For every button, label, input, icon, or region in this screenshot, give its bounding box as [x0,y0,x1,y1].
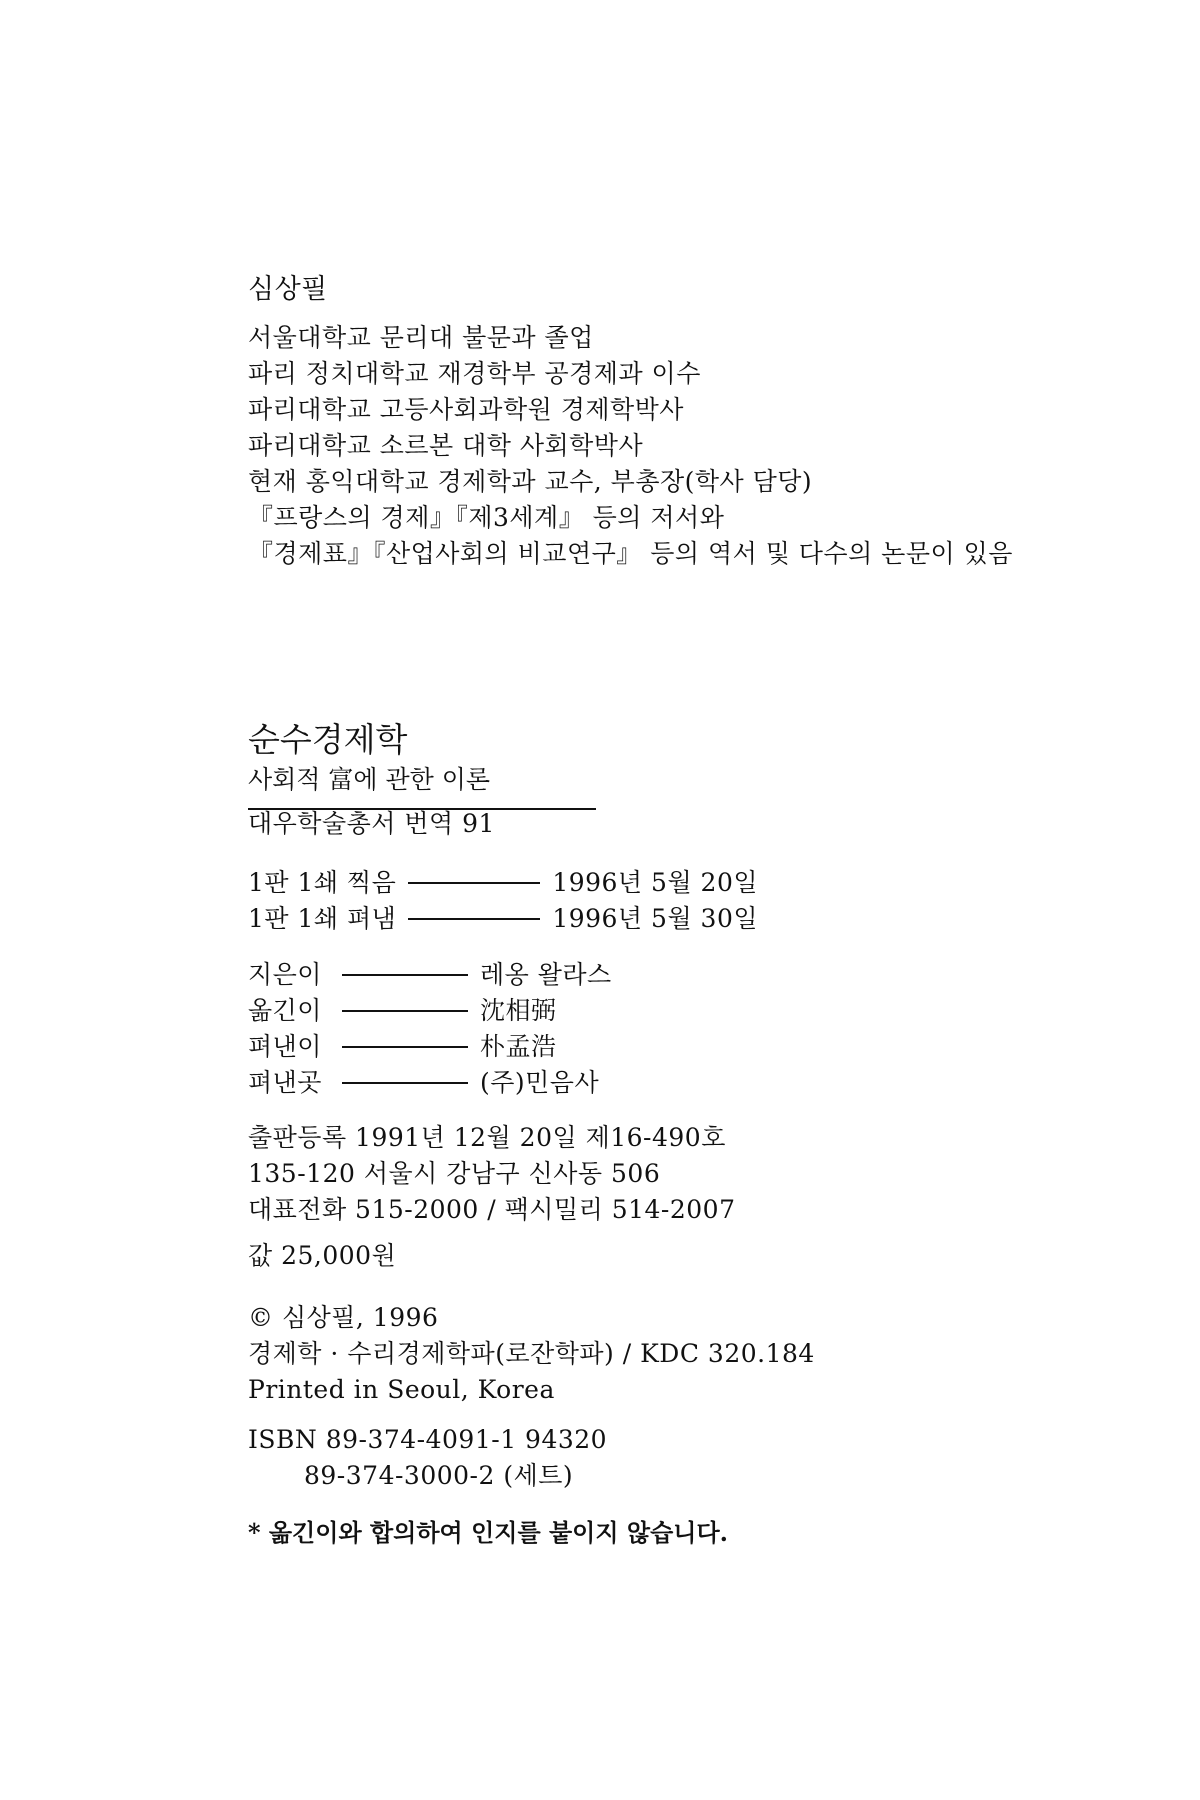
printing-date: 1996년 5월 30일 [552,904,758,933]
credit-value: 沈相弼 [480,996,557,1025]
credits-block [248,957,612,1101]
credit-value: 朴孟浩 [480,1032,557,1061]
registration-block [248,1120,736,1228]
book-title: 순수경제학 [248,720,408,759]
credit-label: 지은이 [248,960,322,989]
credit-label: 펴낸곳 [248,1068,322,1097]
leader-dash [408,918,540,920]
leader-dash [408,882,540,884]
credit-row [248,993,612,1029]
price-block [248,1238,396,1274]
bio-line: 파리대학교 고등사회과학원 경제학박사 [248,395,684,424]
credit-label: 펴낸이 [248,1032,322,1061]
translator-bio [248,268,1013,572]
classification-line: 경제학 · 수리경제학파(로잔학파) / KDC 320.184 [248,1339,815,1368]
leader-dash [342,1082,468,1084]
bio-line: 현재 홍익대학교 경제학과 교수, 부총장(학사 담당) [248,467,813,496]
leader-dash [342,974,468,976]
notice-block [248,1515,728,1551]
printing-row [248,865,758,901]
colophon-page [248,0,1148,1800]
printing-date: 1996년 5월 20일 [552,868,758,897]
leader-dash [342,1010,468,1012]
bio-line: 『경제표』『산업사회의 비교연구』 등의 역서 및 다수의 논문이 있음 [248,539,1013,568]
credit-value: 레옹 왈라스 [480,960,612,989]
leader-dash [342,1046,468,1048]
bio-line: 『프랑스의 경제』『제3세계』 등의 저서와 [248,503,725,532]
phone-line: 대표전화 515-2000 / 팩시밀리 514-2007 [248,1195,736,1224]
credit-row [248,1065,612,1101]
translator-name: 심상필 [248,274,328,305]
price: 값 25,000원 [248,1241,397,1270]
credit-value: (주)민음사 [480,1068,600,1097]
series-block [248,806,495,842]
registration-line: 출판등록 1991년 12월 20일 제16-490호 [248,1123,726,1152]
printed-in-line: Printed in Seoul, Korea [248,1375,555,1404]
bio-line: 파리대학교 소르본 대학 사회학박사 [248,431,644,460]
isbn-block [248,1422,607,1494]
printing-history [248,865,758,937]
book-subtitle: 사회적 富에 관한 이론 [248,765,491,794]
printing-label: 1판 1쇄 펴냄 [248,904,397,933]
copyright-block [248,1300,815,1408]
stamp-notice: * 옮긴이와 합의하여 인지를 붙이지 않습니다. [248,1518,728,1547]
credit-label: 옮긴이 [248,996,322,1025]
bio-line: 파리 정치대학교 재경학부 공경제과 이수 [248,359,701,388]
bio-line: 서울대학교 문리대 불문과 졸업 [248,323,594,352]
printing-row [248,901,758,937]
credit-row [248,1029,612,1065]
credit-row [248,957,612,993]
isbn-set-line: 89-374-3000-2 (세트) [304,1461,574,1490]
series-name: 대우학술총서 번역 91 [248,809,495,838]
book-title-block [248,718,596,810]
address-line: 135-120 서울시 강남구 신사동 506 [248,1159,661,1188]
isbn-line: ISBN 89-374-4091-1 94320 [248,1425,608,1454]
printing-label: 1판 1쇄 찍음 [248,868,397,897]
copyright-line: © 심상필, 1996 [248,1303,439,1332]
